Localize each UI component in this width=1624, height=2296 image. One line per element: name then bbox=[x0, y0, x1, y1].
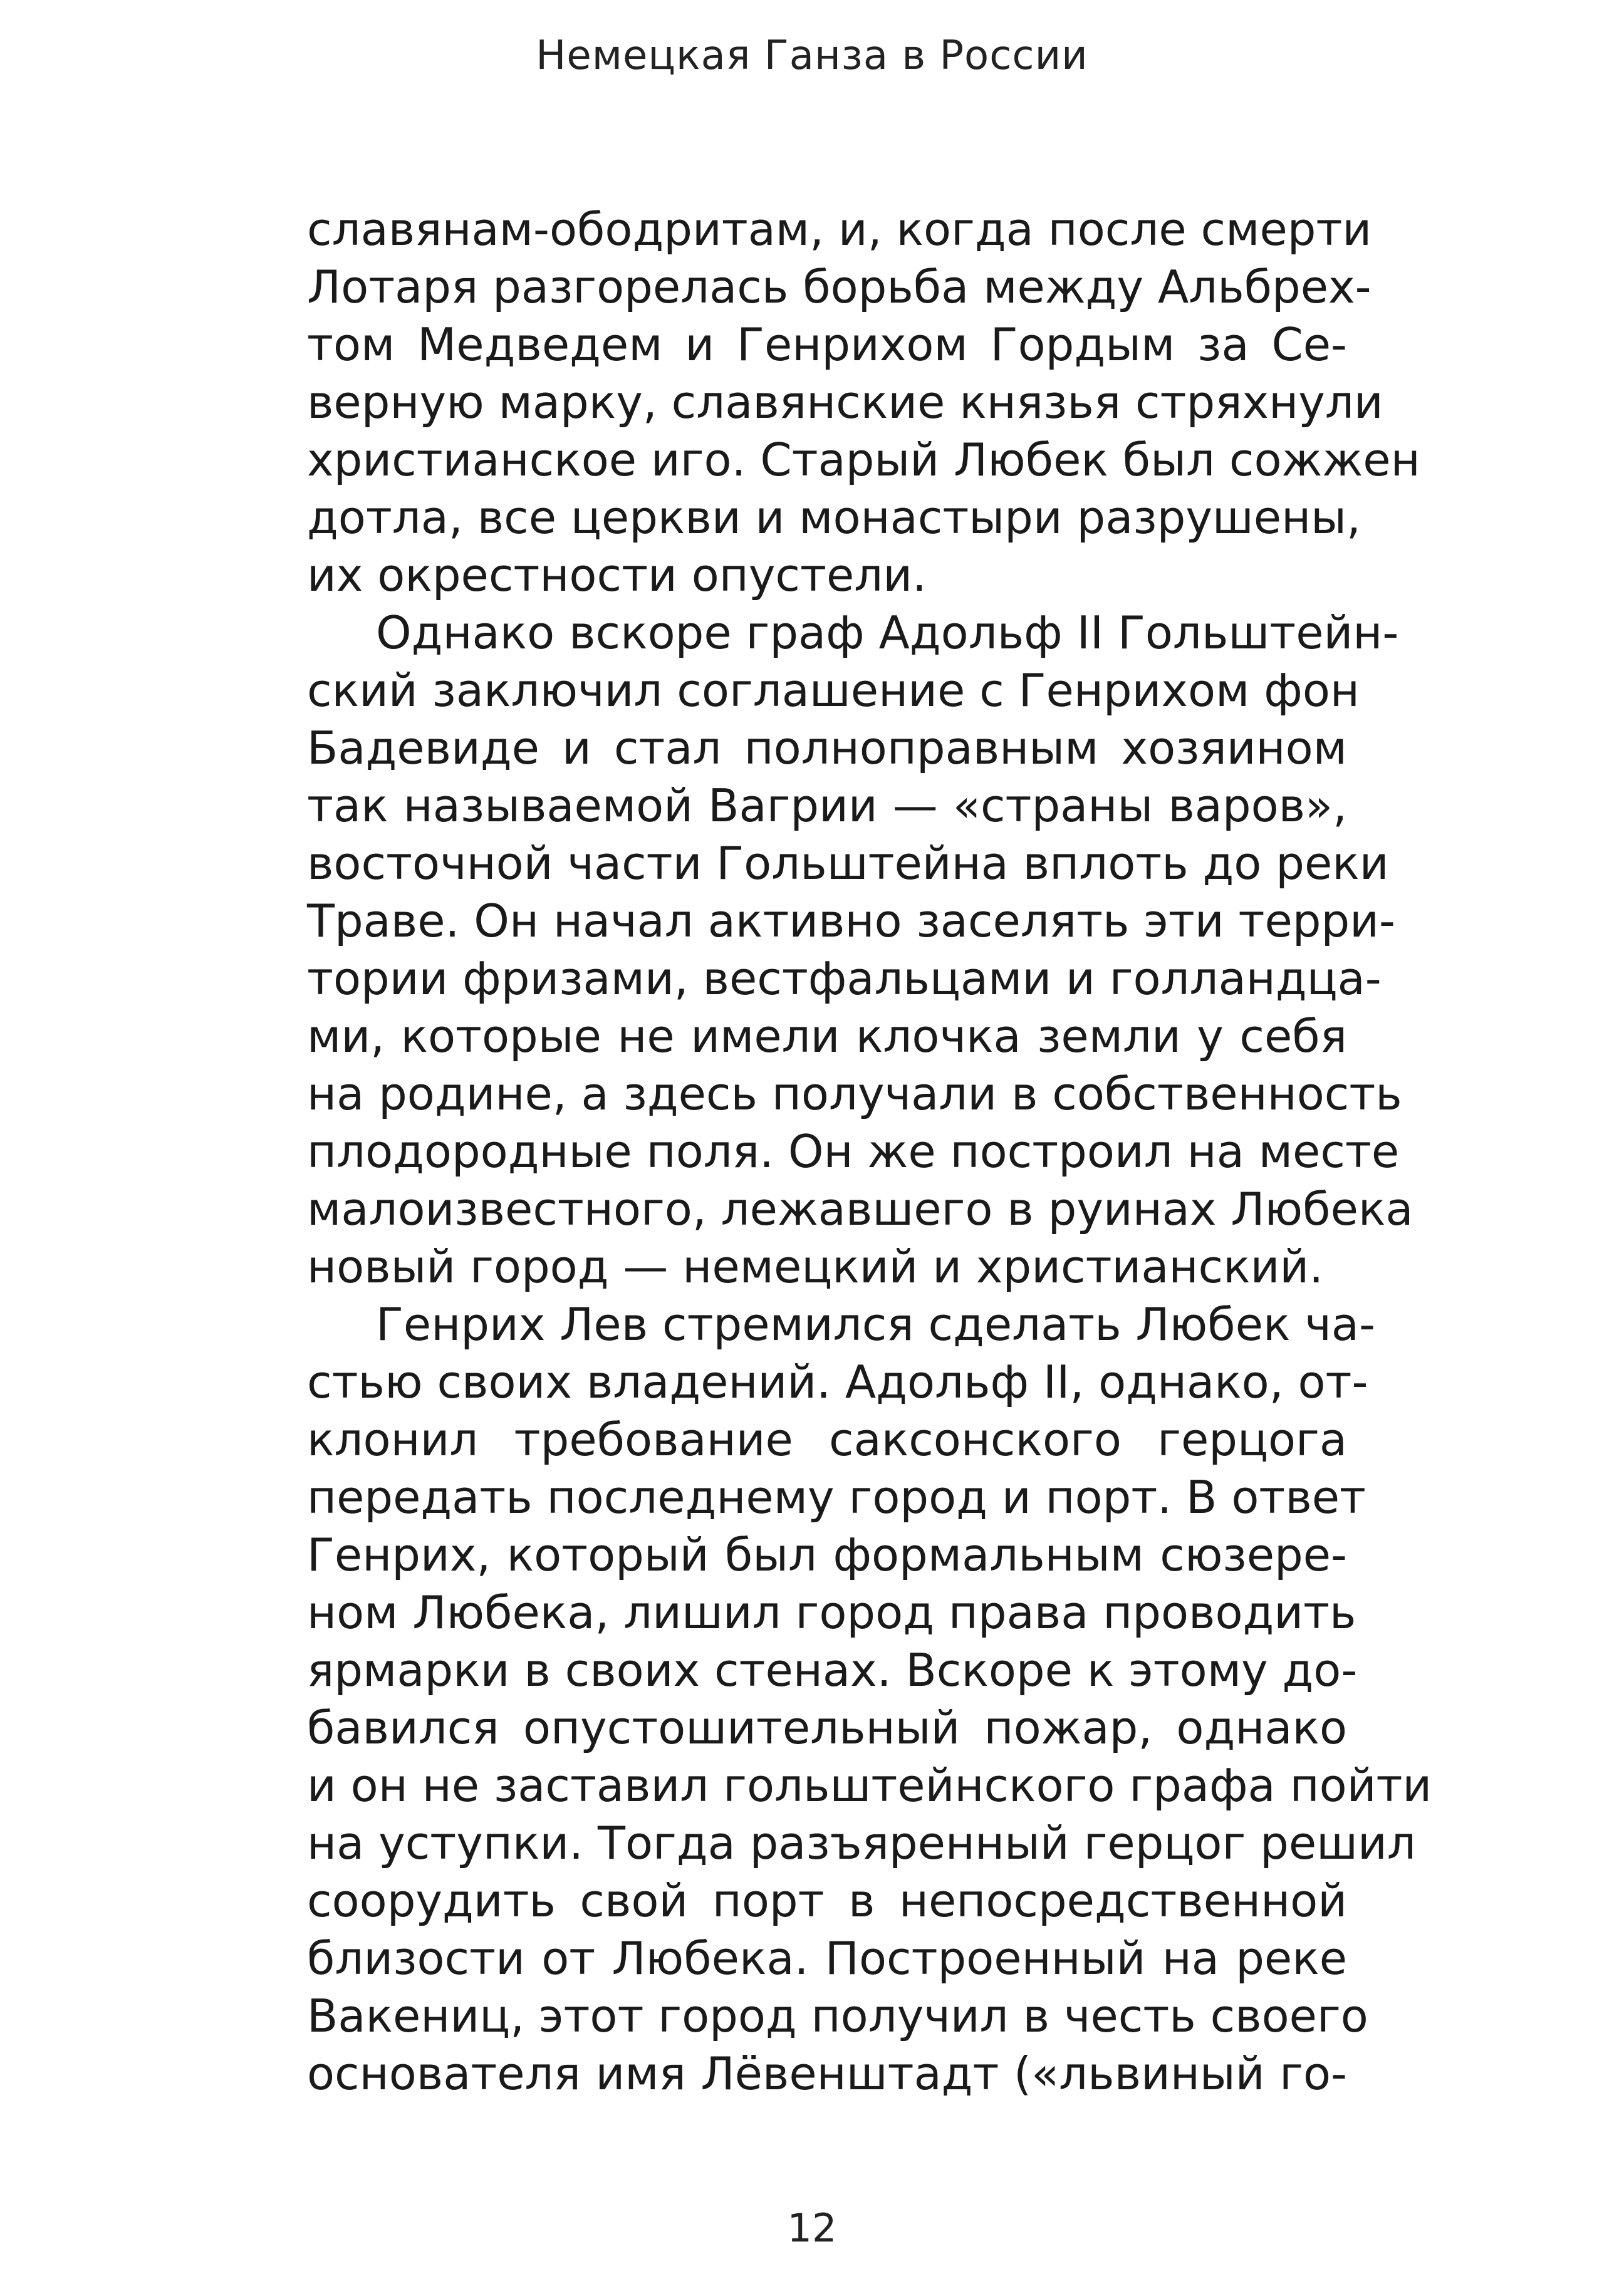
text-line: Генрих Лев стремился сделать Любек ча- bbox=[376, 1298, 1376, 1351]
text-line: тории фризами, вестфальцами и голландца- bbox=[307, 952, 1382, 1005]
paragraph bbox=[307, 200, 1420, 604]
text-line: верную марку, славянские князья стряхнули bbox=[307, 376, 1383, 429]
text-line: близости от Любека. Построенный на реке bbox=[307, 1932, 1347, 1985]
text-line: клонил требование саксонского герцога bbox=[307, 1413, 1347, 1466]
text-line: ном Любека, лишил город права проводить bbox=[307, 1586, 1356, 1639]
text-line: бавился опустошительный пожар, однако bbox=[307, 1701, 1347, 1754]
text-line: новый город — немецкий и христианский. bbox=[307, 1240, 1324, 1293]
page-number: 12 bbox=[787, 2205, 837, 2251]
text-line: Генрих, который был формальным сюзере- bbox=[307, 1529, 1347, 1581]
text-line: Лотаря разгорелась борьба между Альбрех- bbox=[307, 261, 1372, 313]
text-line: ский заключил соглашение с Генрихом фон bbox=[307, 664, 1360, 717]
text-line: Вакениц, этот город получил в честь своего bbox=[307, 1990, 1368, 2042]
paragraph bbox=[307, 1296, 1432, 2102]
text-line: славянам-ободритам, и, когда после смерти bbox=[307, 203, 1372, 256]
text-line: основателя имя Лёвенштадт («львиный го- bbox=[307, 2047, 1347, 2100]
paragraph bbox=[307, 604, 1413, 1296]
text-line: ми, которые не имели клочка земли у себя bbox=[307, 1010, 1347, 1062]
text-line: дотла, все церкви и монастыри разрушены, bbox=[307, 491, 1361, 544]
text-line: Бадевиде и стал полноправным хозяином bbox=[307, 722, 1347, 774]
text-line: соорудить свой порт в непосредственной bbox=[307, 1874, 1347, 1927]
text-line: на родине, а здесь получали в собственность bbox=[307, 1067, 1402, 1120]
text-line: и он не заставил гольштейнского графа пойти bbox=[307, 1759, 1432, 1812]
text-line: христианское иго. Старый Любек был сожжен bbox=[307, 434, 1420, 486]
text-line: Траве. Он начал активно заселять эти терри- bbox=[307, 895, 1395, 947]
text-line: стью своих владений. Адольф II, однако, от- bbox=[307, 1356, 1368, 1408]
text-line: Однако вскоре граф Адольф II Гольштейн- bbox=[376, 606, 1399, 659]
text-line: плодородные поля. Он же построил на месте bbox=[307, 1125, 1400, 1178]
text-line: том Медведем и Генрихом Гордым за Се- bbox=[307, 318, 1347, 371]
text-line: восточной части Гольштейна вплоть до реки bbox=[307, 837, 1389, 890]
text-line: ярмарки в своих стенах. Вскоре к этому до- bbox=[307, 1644, 1358, 1696]
text-line: на уступки. Тогда разъяренный герцог решил bbox=[307, 1817, 1416, 1869]
body-text bbox=[307, 200, 1432, 2102]
text-line: малоизвестного, лежавшего в руинах Любека bbox=[307, 1183, 1413, 1235]
text-line: передать последнему город и порт. В ответ bbox=[307, 1471, 1366, 1524]
text-line: их окрестности опустели. bbox=[307, 549, 927, 601]
running-head: Немецкая Ганза в России bbox=[536, 33, 1088, 79]
text-line: так называемой Вагрии — «страны варов», bbox=[307, 779, 1347, 832]
